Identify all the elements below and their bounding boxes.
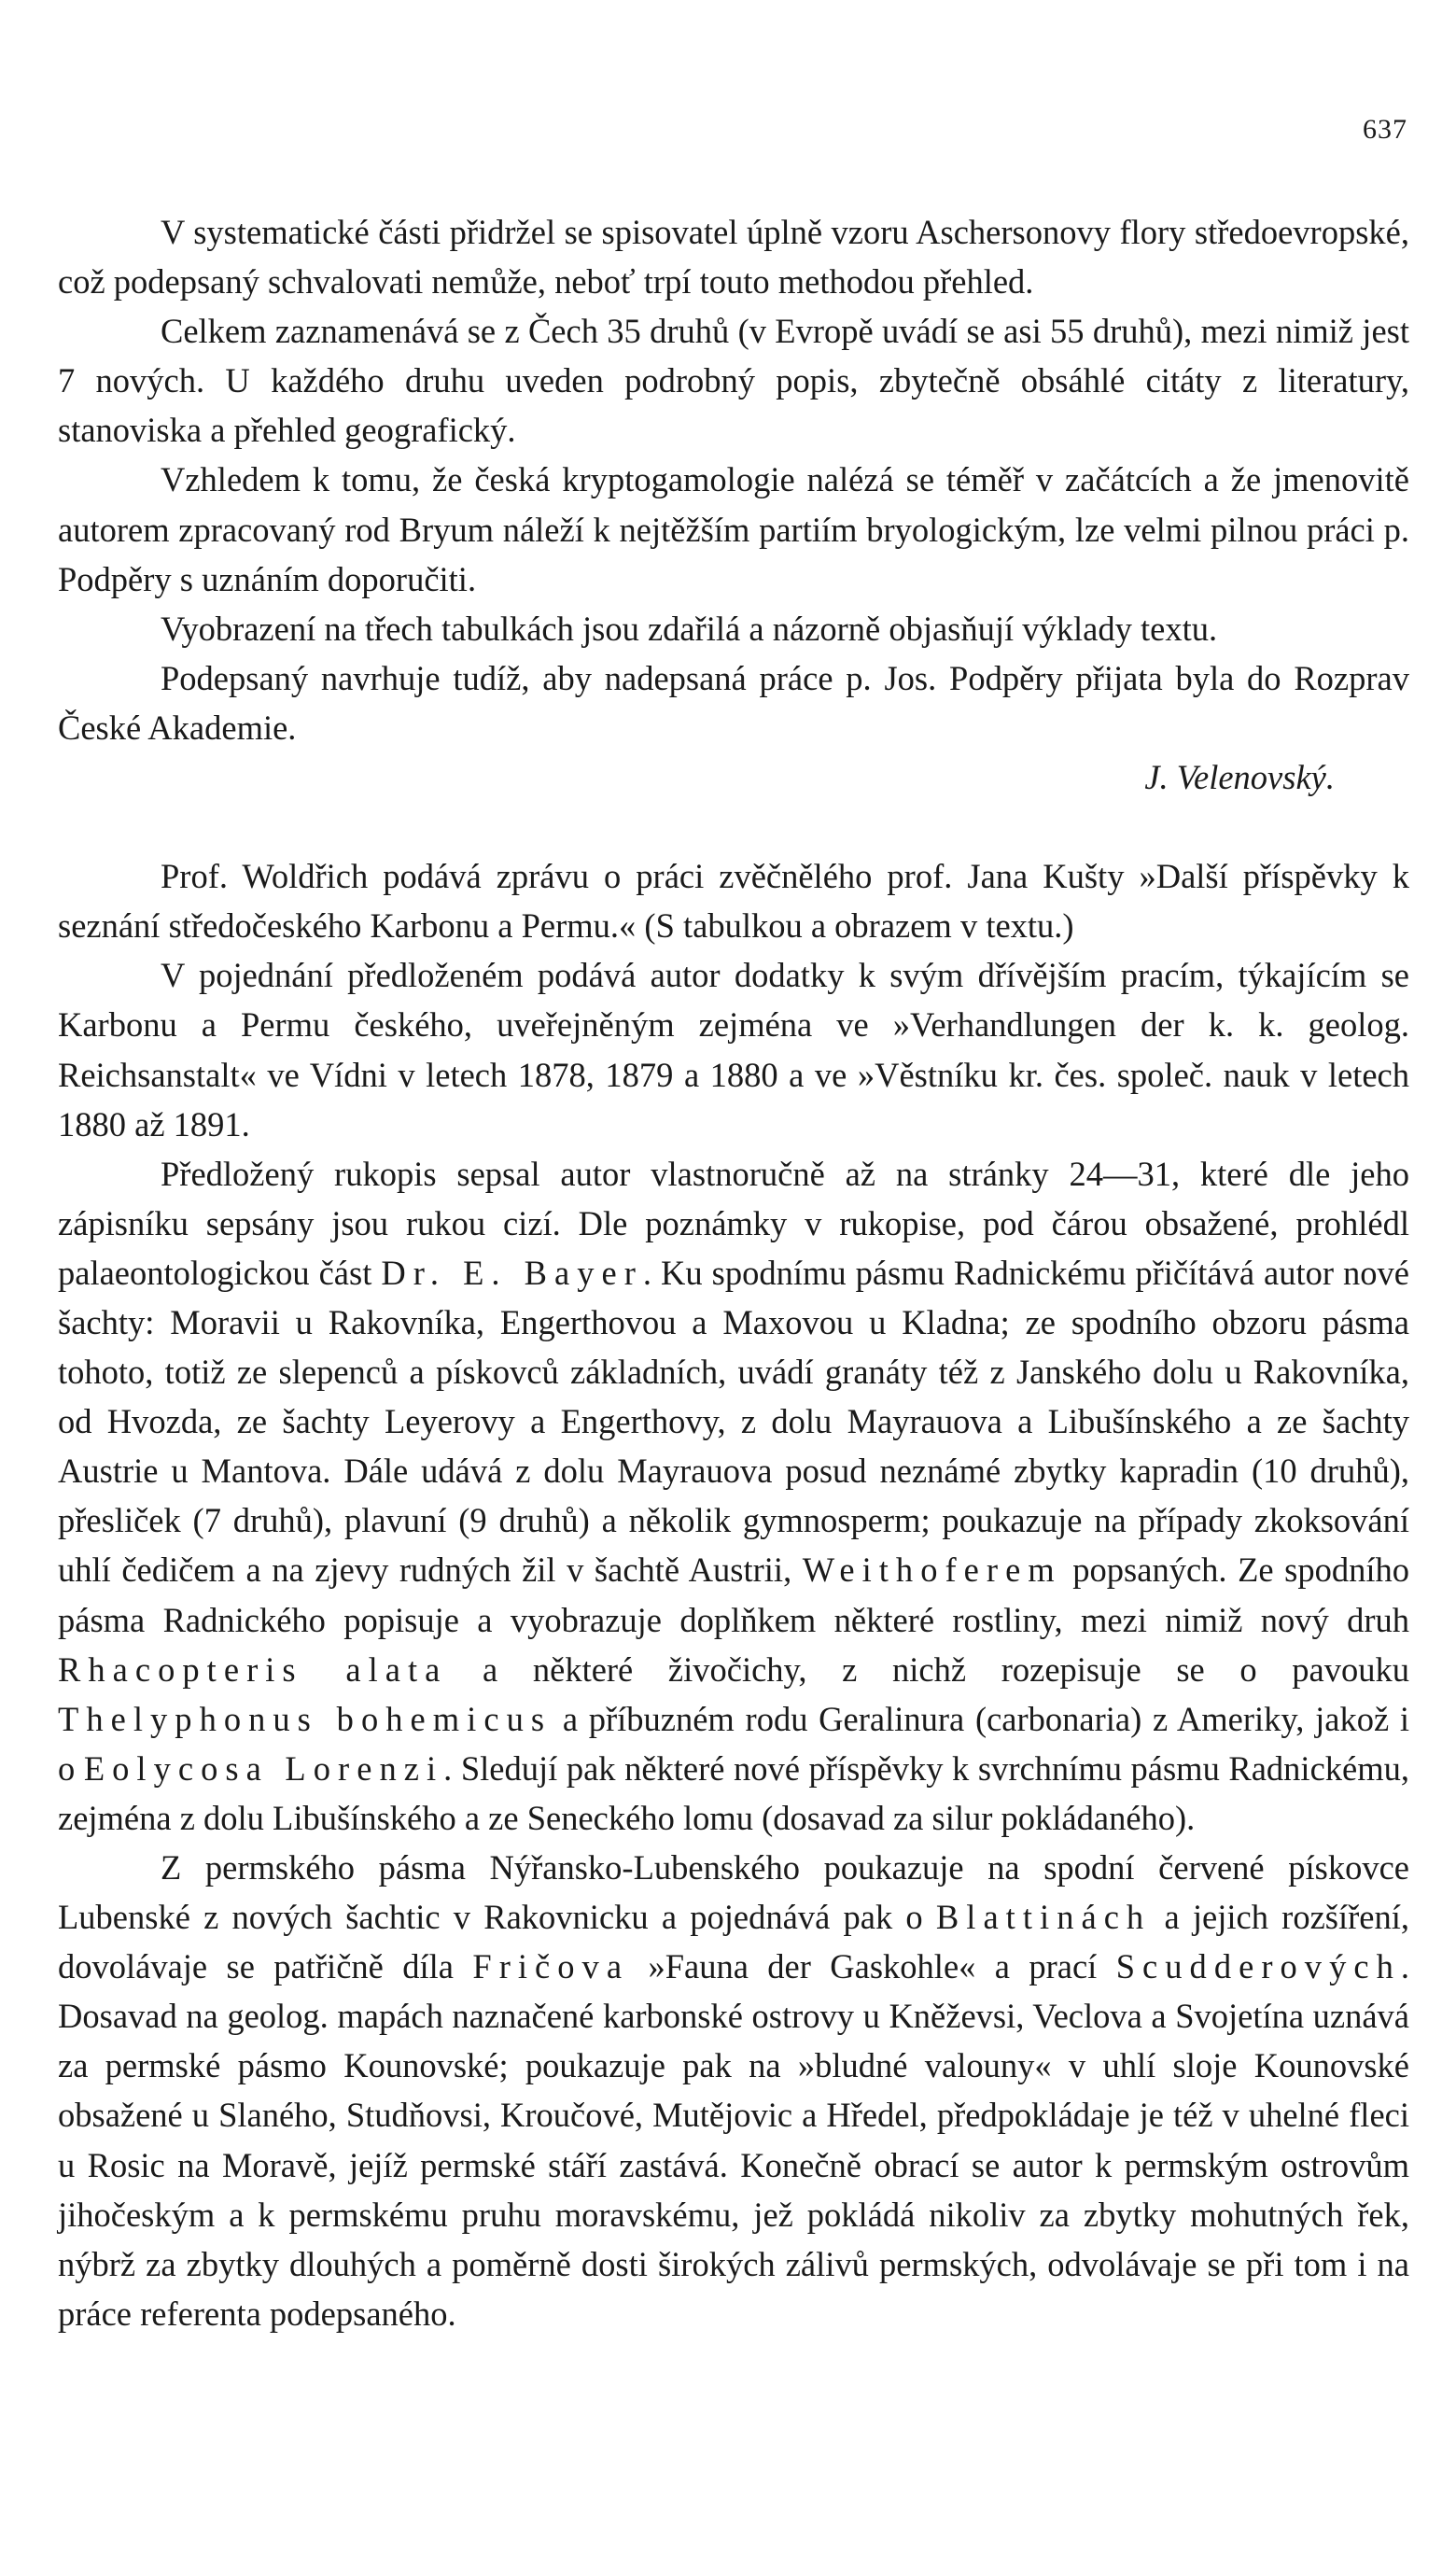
spaced-name: Thelyphonus bohemicus: [58, 1699, 553, 1738]
text-run: a jejich rozšíření, dovolávaje se patřičně díla: [58, 1898, 1409, 1986]
signature: J. Velenovský.: [1144, 758, 1335, 797]
text-run: . Sledují pak některé nové příspěvky k svrchnímu pásmu Radnickému, zejména z dolu Libušínského a ze Seneckého lomu (dosavad za silur pokládaného).: [58, 1748, 1409, 1837]
text-run: . Ku spodnímu pásmu Radnickému přičítává autor nové šachty: Moravii u Rakovníka, Engerthovou a Maxovou u Kladna; ze spodního obzoru pásma tohoto, totiž ze slepenců a pískovců základních, uvádí granáty též z Janského dolu u Rakovníka, od Hvozda, ze šachty Leyerovy a Engerthovy, z dolu Mayrauova a Libušínského a ze šachty Austrie u Mantova. Dále udává z dolu Mayrauova posud neznámé zbytky kapradin (10 druhů), přesliček (7 druhů), plavuní (9 druhů) a několik gymnosperm; poukazuje na případy zkoksování uhlí čedičem a na zjevy rudných žil v šachtě Austrii,: [58, 1253, 1409, 1590]
text-run: . Dosavad na geolog. mapách naznačené karbonské ostrovy u Kněževsi, Veclova a Svojetína uznává za permské pásmo Kounovské; poukazuje pak na »bludné valouny« v uhlí sloje Kounovské obsažené u Slaného, Studňovsi, Kroučové, Mutějovic a Hředel, předpokládaje je též v uhelné fleci u Rosic na Moravě, jejíž permské stáří zastává. Konečně obrací se autor k permským ostrovům jihočeským a k permskému pruhu moravskému, jež pokládá nikoliv za zbytky mohutných řek, nýbrž za zbytky dlouhých a poměrně dosti širokých zálivů permských, odvolávaje se při tom i na práce referenta podepsaného.: [58, 1947, 1409, 2333]
spaced-name: Fričova: [472, 1947, 630, 1986]
signature-line: [58, 752, 1409, 802]
text-run: a některé živočichy, z nichž rozepisuje se o pavouku: [447, 1649, 1409, 1689]
paragraph: Prof. Woldřich podává zprávu o práci zvěčnělého prof. Jana Kušty »Další příspěvky k seznání středočeského Karbonu a Permu.« (S tabulkou a obrazem v textu.): [58, 857, 1409, 946]
paragraph: Vyobrazení na třech tabulkách jsou zdařilá a názorně objasňují výklady textu.: [161, 609, 1218, 648]
text-run: Z permského pásma Nýřansko-Lubenského poukazuje na spodní červené pískovce Lubenské z nových šachtic v Rakovnicku a pojednává pak o: [58, 1848, 1409, 1937]
text-run: a příbuzném rodu Geralinura (carbonaria) z Ameriky, jakož i o: [58, 1699, 1410, 1788]
text-run: Předložený rukopis sepsal autor vlastnoručně až na stránky 24—31, které dle jeho zápisníku sepsány jsou rukou cizí. Dle poznámky v rukopise, pod čárou obsažené, prohlédl palaeontologickou část: [58, 1154, 1409, 1292]
paragraph: Vzhledem k tomu, že česká kryptogamologie nalézá se téměř v začátcích a že jmenovitě autorem zpracovaný rod Bryum náleží k nejtěžším partiím bryologickým, lze velmi pilnou práci p. Podpěry s uznáním doporučiti.: [58, 460, 1409, 598]
spaced-name: Dr. E. Bayer: [381, 1253, 643, 1292]
spaced-name: Weithoferem: [802, 1551, 1062, 1590]
paragraph: V pojednání předloženém podává autor dodatky k svým dřívějším pracím, týkajícím se Karbonu a Permu českého, uveřejněným zejména ve »Verhandlungen der k. k. geolog. Reichsanstalt« ve Vídni v letech 1878, 1879 a 1880 a ve »Věstníku kr. čes. společ. nauk v letech 1880 až 1891.: [58, 956, 1409, 1144]
text-run: popsaných. Ze spodního pásma Radnického popisuje a vyobrazuje doplňkem některé rostliny, mezi nimiž nový druh: [58, 1551, 1410, 1639]
spaced-name: Rhacopteris alata: [58, 1649, 448, 1689]
spaced-name: Blattinách: [935, 1898, 1152, 1937]
spaced-name: Scudderových: [1115, 1947, 1401, 1986]
spaced-name: Eolycosa Lorenzi: [83, 1748, 444, 1788]
page-body: [58, 207, 1409, 2338]
section-gap: [58, 802, 1409, 851]
paragraph: V systematické části přidržel se spisovatel úplně vzoru Aschersonovy flory středoevropské, což podepsaný schvalovati nemůže, neboť trpí touto methodou přehled.: [58, 213, 1409, 302]
paragraph: [58, 1149, 1409, 1843]
paragraph: Podepsaný navrhuje tudíž, aby nadepsaná práce p. Jos. Podpěry přijata byla do Rozprav České Akademie.: [58, 658, 1409, 747]
paragraph: Celkem zaznamenává se z Čech 35 druhů (v Evropě uvádí se asi 55 druhů), mezi nimiž jest 7 nových. U každého druhu uveden podrobný popis, zbytečně obsáhlé citáty z literatury, stanoviska a přehled geografický.: [58, 312, 1409, 450]
text-run: »Fauna der Gaskohle« a prací: [629, 1947, 1116, 1986]
paragraph: [58, 1843, 1409, 2338]
page-number: 637: [1363, 114, 1407, 145]
